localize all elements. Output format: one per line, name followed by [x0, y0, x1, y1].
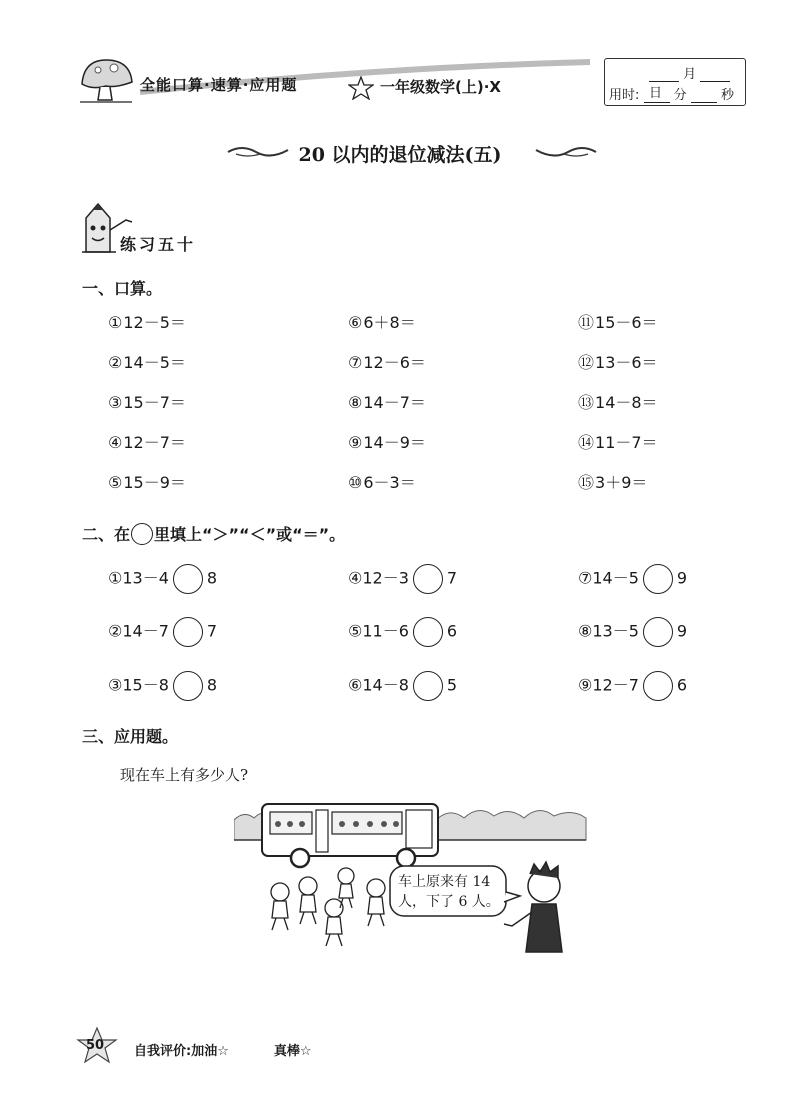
calc-item [348, 354, 426, 372]
answer-circle[interactable] [173, 564, 203, 594]
compare-left: 12－7 [592, 675, 639, 695]
answer-circle[interactable] [413, 671, 443, 701]
item-number: ⑩ [348, 473, 363, 492]
answer-circle[interactable] [413, 564, 443, 594]
item-number: ⑥ [348, 675, 363, 695]
section2-heading [82, 522, 345, 545]
item-number: ① [108, 568, 123, 588]
second-blank[interactable] [691, 102, 717, 103]
calc-expression: 11－7＝ [595, 433, 658, 452]
calc-item [348, 434, 426, 452]
calc-item [108, 474, 186, 492]
item-number: ⑥ [348, 313, 363, 332]
item-number: ③ [108, 675, 123, 695]
item-number: ⑨ [578, 675, 593, 695]
calc-expression: 15－7＝ [123, 393, 186, 412]
speech-bubble-text [398, 872, 500, 912]
compare-left: 11－6 [362, 621, 409, 641]
compare-item [578, 564, 687, 594]
answer-circle[interactable] [413, 617, 443, 647]
compare-left: 14－7 [122, 621, 169, 641]
compare-item [348, 564, 457, 594]
item-number: ⑬ [578, 393, 595, 412]
item-number: ③ [108, 393, 123, 412]
answer-circle[interactable] [173, 617, 203, 647]
calc-expression: 15－9＝ [123, 473, 186, 492]
calc-item [108, 394, 186, 412]
calc-expression: 6－3＝ [363, 473, 416, 492]
eval-great: 真棒☆ [273, 1044, 312, 1059]
compare-right: 7 [446, 568, 458, 588]
second-label: 秒 [720, 88, 734, 103]
page-number: 50 [86, 1038, 105, 1053]
calc-expression: 14－5＝ [123, 353, 186, 372]
compare-item [108, 564, 217, 594]
compare-left: 15－8 [122, 675, 169, 695]
item-number: ② [108, 621, 123, 641]
item-number: ④ [348, 568, 363, 588]
item-number: ① [108, 313, 123, 332]
compare-item [108, 671, 217, 701]
section3-heading: 三、应用题。 [82, 727, 179, 746]
calc-expression: 14－8＝ [595, 393, 658, 412]
calc-item [108, 434, 186, 452]
item-number: ⑭ [578, 433, 595, 452]
minute-blank[interactable] [644, 102, 670, 103]
calc-expression: 6＋8＝ [363, 313, 416, 332]
page-title: 20 以内的退位减法(五) [298, 144, 502, 166]
calc-item [578, 434, 658, 452]
calc-item [348, 314, 416, 332]
calc-expression: 12－6＝ [363, 353, 426, 372]
item-number: ⑪ [578, 313, 595, 332]
compare-item [108, 617, 217, 647]
month-blank[interactable] [649, 81, 679, 82]
section2-heading-suffix: 里填上“＞”“＜”或“＝”。 [154, 525, 346, 544]
time-row [609, 84, 734, 103]
answer-circle[interactable] [643, 564, 673, 594]
calc-item [348, 474, 416, 492]
compare-right: 6 [676, 675, 688, 695]
calc-expression: 12－5＝ [123, 313, 186, 332]
item-number: ⑮ [578, 473, 595, 492]
item-number: ⑧ [348, 393, 363, 412]
calc-item [348, 394, 426, 412]
calc-expression: 13－6＝ [595, 353, 658, 372]
brand-title: 全能口算·速算·应用题 [140, 76, 298, 94]
item-number: ⑦ [348, 353, 363, 372]
calc-expression: 15－6＝ [595, 313, 658, 332]
compare-left: 14－8 [362, 675, 409, 695]
compare-left: 14－5 [592, 568, 639, 588]
item-number: ② [108, 353, 123, 372]
calc-item [578, 394, 658, 412]
self-evaluation [134, 1040, 312, 1059]
item-number: ⑨ [348, 433, 363, 452]
item-number: ④ [108, 433, 123, 452]
circle-icon [131, 523, 153, 545]
compare-right: 8 [206, 568, 218, 588]
practice-label: 练习五十 [120, 235, 197, 254]
item-number: ⑧ [578, 621, 593, 641]
answer-circle[interactable] [643, 617, 673, 647]
bubble-line-2: 人，下了 6 人。 [398, 894, 500, 910]
answer-circle[interactable] [643, 671, 673, 701]
compare-right: 6 [446, 621, 458, 641]
calc-expression: 3＋9＝ [595, 473, 648, 492]
calc-item [108, 354, 186, 372]
title-ornament-right [534, 142, 598, 166]
compare-right: 5 [446, 675, 458, 695]
day-blank[interactable] [700, 81, 730, 82]
item-number: ⑤ [348, 621, 363, 641]
compare-item [578, 617, 687, 647]
compare-left: 12－3 [362, 568, 409, 588]
compare-right: 9 [676, 568, 688, 588]
compare-left: 13－5 [592, 621, 639, 641]
item-number: ⑫ [578, 353, 595, 372]
calc-item [578, 354, 658, 372]
day-label: 日 [649, 86, 663, 101]
subject-title: 一年级数学(上)·X [380, 78, 501, 96]
compare-item [578, 671, 687, 701]
star-icon [348, 76, 374, 104]
compare-item [348, 617, 457, 647]
item-number: ⑦ [578, 568, 593, 588]
eval-keep-going: 自我评价:加油☆ [134, 1044, 229, 1059]
calc-expression: 14－7＝ [363, 393, 426, 412]
bubble-line-1: 车上原来有 14 [398, 874, 491, 890]
calc-item [108, 314, 186, 332]
item-number: ⑤ [108, 473, 123, 492]
compare-right: 9 [676, 621, 688, 641]
calc-item [578, 474, 647, 492]
compare-left: 13－4 [122, 568, 169, 588]
time-label: 用时: [609, 88, 640, 103]
month-label: 月 [683, 67, 697, 82]
calc-expression: 12－7＝ [123, 433, 186, 452]
answer-circle[interactable] [173, 671, 203, 701]
mushroom-icon [76, 56, 136, 106]
compare-right: 7 [206, 621, 218, 641]
section1-heading: 一、口算。 [82, 279, 163, 298]
section2-heading-prefix: 二、在 [82, 525, 131, 544]
calc-expression: 14－9＝ [363, 433, 426, 452]
compare-item [348, 671, 457, 701]
minute-label: 分 [673, 88, 687, 103]
compare-right: 8 [206, 675, 218, 695]
date-time-box [604, 58, 746, 106]
word-problem-question: 现在车上有多少人? [120, 766, 249, 784]
calc-item [578, 314, 658, 332]
